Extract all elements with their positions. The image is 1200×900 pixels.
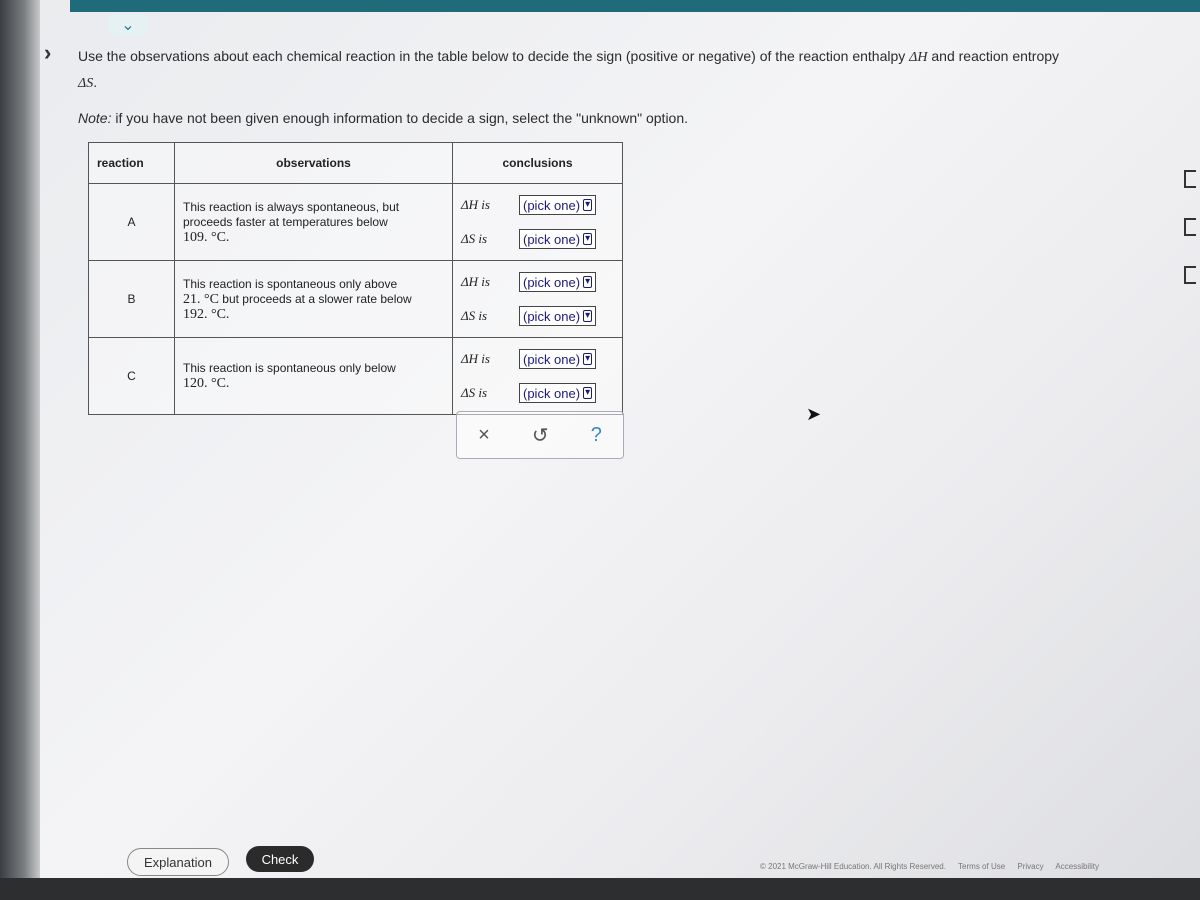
- dS-select-b[interactable]: (pick one) ▾: [519, 306, 596, 326]
- instructions: Use the observations about each chemical reaction in the table below to decide the sign (positive or negative) of the reaction enthalpy ΔH and reaction entropy ΔS.: [78, 48, 1060, 91]
- chevron-down-icon: ▾: [585, 387, 591, 398]
- reaction-label: C: [89, 338, 175, 415]
- mouse-cursor-icon: ➤: [806, 404, 822, 424]
- check-button[interactable]: Check: [246, 846, 314, 872]
- side-chevron-icon[interactable]: ›: [44, 40, 52, 65]
- note: Note: if you have not been given enough information to decide a sign, select the "unknown" option.: [78, 110, 689, 126]
- reaction-label: B: [89, 261, 175, 338]
- observation-cell: This reaction is spontaneous only above 21. °C but proceeds at a slower rate below 192. °C.: [175, 261, 453, 338]
- accessibility-link[interactable]: Accessibility: [1055, 862, 1099, 871]
- bottom-bar: [0, 878, 1200, 900]
- footer: [760, 862, 1109, 871]
- left-edge: [0, 0, 40, 900]
- chevron-down-icon: ▾: [585, 199, 591, 210]
- observation-cell: This reaction is spontaneous only below 120. °C.: [175, 338, 453, 415]
- conclusion-cell: [453, 261, 623, 338]
- header-observations: observations: [175, 143, 453, 184]
- terms-link[interactable]: Terms of Use: [958, 862, 1006, 871]
- right-tab[interactable]: [1184, 266, 1196, 284]
- answer-actions: [456, 411, 624, 459]
- copyright-text: © 2021 McGraw-Hill Education. All Rights Reserved.: [760, 862, 946, 871]
- undo-icon[interactable]: ↺: [531, 424, 549, 447]
- chevron-down-icon: ▾: [585, 233, 591, 244]
- table-row: [89, 184, 623, 261]
- reaction-label: A: [89, 184, 175, 261]
- dH-select-b[interactable]: (pick one) ▾: [519, 272, 596, 292]
- dH-label: ΔH is: [461, 197, 490, 212]
- right-tab[interactable]: [1184, 218, 1196, 236]
- dH-select-c[interactable]: (pick one) ▾: [519, 349, 596, 369]
- dS-label: ΔS is: [461, 231, 488, 246]
- question-text: [78, 44, 1168, 126]
- collapse-chevron-icon[interactable]: ⌄: [108, 14, 148, 36]
- observation-cell: This reaction is always spontaneous, but proceeds faster at temperatures below 109. °C.: [175, 184, 453, 261]
- right-tab[interactable]: [1184, 170, 1196, 188]
- chevron-down-icon: ▾: [585, 353, 591, 364]
- table-header-row: [89, 143, 623, 184]
- chevron-down-icon: ▾: [585, 310, 591, 321]
- dH-label: ΔH is: [461, 274, 490, 289]
- clear-icon[interactable]: ×: [478, 423, 490, 446]
- chevron-down-icon: ▾: [585, 276, 591, 287]
- dS-label: ΔS is: [461, 308, 488, 323]
- help-icon[interactable]: ?: [590, 423, 602, 446]
- right-edge-tabs: [1184, 170, 1200, 314]
- explanation-button[interactable]: Explanation: [127, 848, 229, 876]
- conclusion-cell: [453, 338, 623, 415]
- table-row: [89, 338, 623, 415]
- top-bar: [70, 0, 1200, 12]
- dS-select-c[interactable]: (pick one) ▾: [519, 383, 596, 403]
- header-reaction: reaction: [89, 143, 175, 184]
- reaction-table: [88, 142, 623, 415]
- conclusion-cell: [453, 184, 623, 261]
- dS-label: ΔS is: [461, 385, 488, 400]
- dH-label: ΔH is: [461, 351, 490, 366]
- dS-select-a[interactable]: (pick one) ▾: [519, 229, 596, 249]
- privacy-link[interactable]: Privacy: [1017, 862, 1044, 871]
- table-row: [89, 261, 623, 338]
- dH-select-a[interactable]: (pick one) ▾: [519, 195, 596, 215]
- header-conclusions: conclusions: [453, 143, 623, 184]
